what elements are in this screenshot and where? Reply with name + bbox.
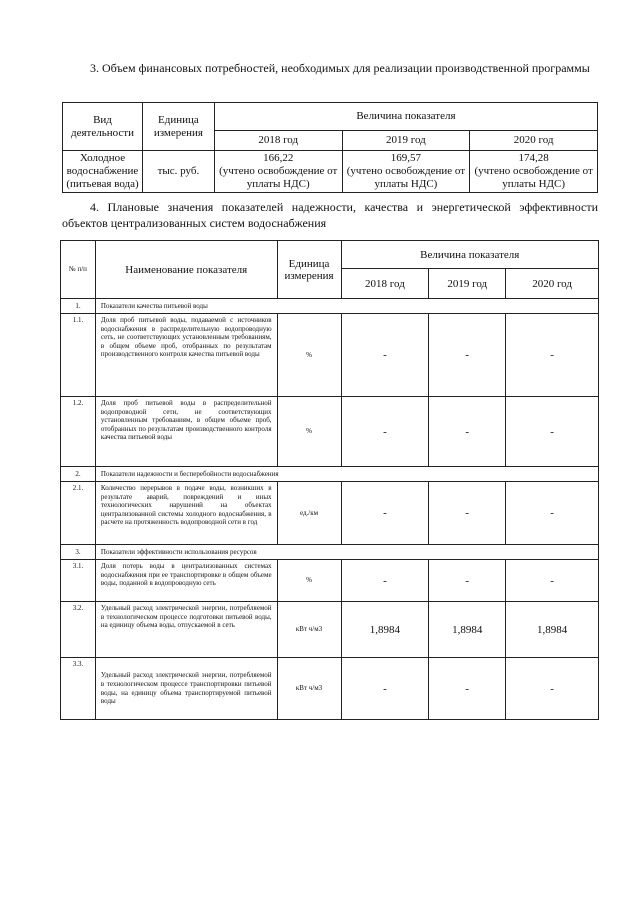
indicator-name: Удельный расход электрической энергии, потребляемой в технологическом процессе подготовки питьевой воды, на единицу объема воды, отпускаемой в сеть (95, 602, 277, 658)
section-title: Показатели надежности и бесперебойности водоснабжения (95, 467, 598, 482)
section-title: Показатели качества питьевой воды (95, 299, 598, 314)
value: 169,57 (390, 152, 422, 164)
indicator-value: - (429, 482, 506, 545)
unit-cell: тыс. руб. (142, 151, 214, 193)
indicator-value: - (506, 314, 599, 397)
col-no-header: № п/п (61, 241, 96, 299)
year-header: 2018 год (341, 269, 429, 299)
indicator-value: - (429, 314, 506, 397)
indicator-value: - (341, 314, 429, 397)
col-activity-header: Вид деятельности (63, 103, 143, 151)
col-value-header: Величина показателя (214, 103, 597, 131)
value-cell (342, 151, 470, 193)
vat-note: (учтено освобождение от уплаты НДС) (474, 165, 593, 190)
indicator-value: - (429, 560, 506, 602)
section-title: Показатели эффективности использования ресурсов (95, 545, 598, 560)
indicator-name: Доля потерь воды в централизованных системах водоснабжения при ее транспортировке в общем объеме воды, поданной в водопроводную сеть (95, 560, 277, 602)
indicator-unit: % (277, 314, 341, 397)
indicator-value: - (341, 560, 429, 602)
indicator-value: - (506, 397, 599, 467)
indicator-name: Доля проб питьевой воды, подаваемой с источников водоснабжения в распределительную водопроводную сеть, не соответствующих установленным требованиям, в общем объеме проб, отобранных по результатам производственного контроля качества питьевой воды (95, 314, 277, 397)
year-header: 2020 год (470, 131, 598, 151)
indicator-unit: ед./км (277, 482, 341, 545)
row-number: 1.1. (61, 314, 96, 397)
indicator-value: - (506, 560, 599, 602)
value-cell (214, 151, 342, 193)
row-number: 3.2. (61, 602, 96, 658)
indicator-name: Удельный расход электрической энергии, потребляемой в технологическом процессе транспортировки питьевой воды, на единицу объема транспортируемой питьевой воды (95, 658, 277, 720)
indicator-value: - (506, 482, 599, 545)
value-cell (470, 151, 598, 193)
row-number: 3.3. (61, 658, 96, 720)
col-name-header: Наименование показателя (95, 241, 277, 299)
year-header: 2018 год (214, 131, 342, 151)
row-number: 2.1. (61, 482, 96, 545)
indicator-value: - (506, 658, 599, 720)
col-unit-header: Единица измерения (142, 103, 214, 151)
col-value-header: Величина показателя (341, 241, 598, 269)
indicator-value: - (429, 658, 506, 720)
row-number: 1.2. (61, 397, 96, 467)
col-unit-header: Единица измерения (277, 241, 341, 299)
indicator-unit: кВт ч/м3 (277, 658, 341, 720)
section-number: 3. (61, 545, 96, 560)
year-header: 2019 год (429, 269, 506, 299)
section4-heading: 4. Плановые значения показателей надежности, качества и энергетической эффективности объектов централизованных систем водоснабжения (62, 200, 598, 230)
indicator-name: Доля проб питьевой воды в распределительной водопроводной сети, не соответствующих установленным требованиям, в общем объеме проб, отобранных по результатам производственного контроля качества питьевой воды (95, 397, 277, 467)
indicator-unit: % (277, 397, 341, 467)
indicator-value: - (341, 658, 429, 720)
indicator-unit: кВт ч/м3 (277, 602, 341, 658)
indicators-table (60, 240, 599, 720)
year-header: 2020 год (506, 269, 599, 299)
indicator-value: - (341, 397, 429, 467)
section-number: 1. (61, 299, 96, 314)
indicator-unit: % (277, 560, 341, 602)
indicator-value: - (429, 397, 506, 467)
value: 166,22 (263, 152, 294, 164)
indicator-value: 1,8984 (506, 602, 599, 658)
vat-note: (учтено освобождение от уплаты НДС) (346, 165, 466, 190)
indicator-value: - (341, 482, 429, 545)
indicator-name: Количество перерывов в подаче воды, возникших в результате аварий, повреждений и иных технологических нарушений на объектах централизованной системы холодного водоснабжения, в расчете на протяженность водопроводной сети в год (95, 482, 277, 545)
row-number: 3.1. (61, 560, 96, 602)
financial-needs-table (62, 102, 598, 193)
vat-note: (учтено освобождение от уплаты НДС) (219, 165, 338, 190)
section-number: 2. (61, 467, 96, 482)
year-header: 2019 год (342, 131, 470, 151)
section3-heading: 3. Объем финансовых потребностей, необходимых для реализации производственной программы (90, 61, 590, 75)
activity-cell: Холодное водоснабжение (питьевая вода) (63, 151, 143, 193)
value: 174,28 (518, 152, 549, 164)
indicator-value: 1,8984 (341, 602, 429, 658)
indicator-value: 1,8984 (429, 602, 506, 658)
